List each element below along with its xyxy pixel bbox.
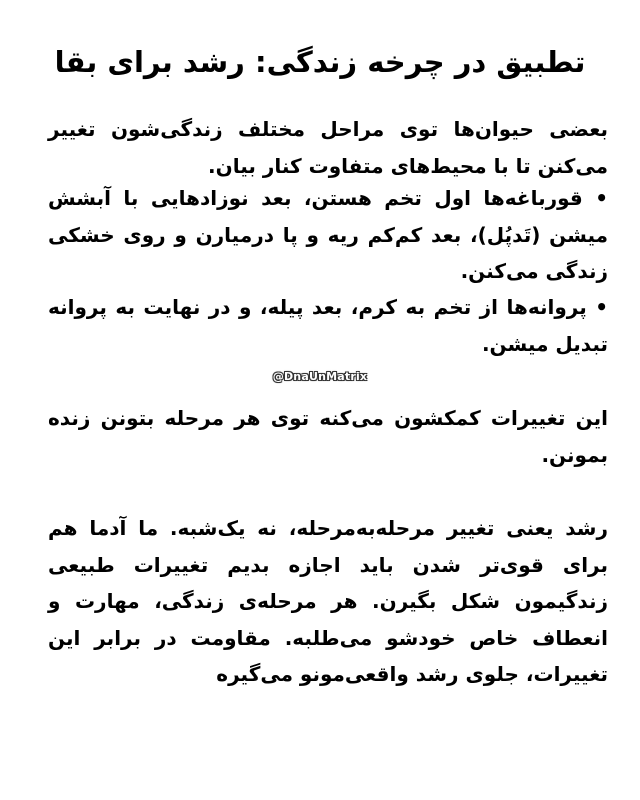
bullet-item-butterflies <box>48 289 608 362</box>
intro-paragraph: بعضی حیوان‌ها توی مراحل مختلف زندگی‌شون تغییر می‌کنن تا با محیط‌های متفاوت کنار بیان. <box>48 117 608 178</box>
watermark-handle: @DnaUnMatrix <box>272 370 368 383</box>
bullet-text-butterflies: پروانه‌ها از تخم به کرم، بعد پیله، و در نهایت به پروانه تبدیل میشن. <box>48 295 608 356</box>
paragraph-growth: رشد یعنی تغییر مرحله‌به‌مرحله، نه یک‌شبه. ما آدما هم برای قوی‌تر شدن باید اجازه بدیم تغییرات طبیعی زندگیمون شکل بگیرن. هر مرحله‌ی زندگی، مهارت و انعطاف خاص خودشو می‌طلبه. مقاومت در برابر این تغییرات، جلوی رشد واقعی‌مونو می‌گیره <box>48 516 608 686</box>
bullet-marker: • <box>595 186 608 210</box>
paragraph-changes: این تغییرات کمکشون می‌کنه توی هر مرحله بتونن زنده بمونن. <box>48 406 608 467</box>
bullet-item-frogs <box>48 180 608 290</box>
bullet-marker: • <box>595 295 608 319</box>
page-title: تطبیق در چرخه زندگی: رشد برای بقا <box>54 45 586 79</box>
bullet-text-frogs: قورباغه‌ها اول تخم هستن، بعد نوزادهایی با آبشش میشن (تَدپُل)، بعد کم‌کم ریه و پا درمیارن و روی خشکی زندگی می‌کنن. <box>48 186 608 283</box>
